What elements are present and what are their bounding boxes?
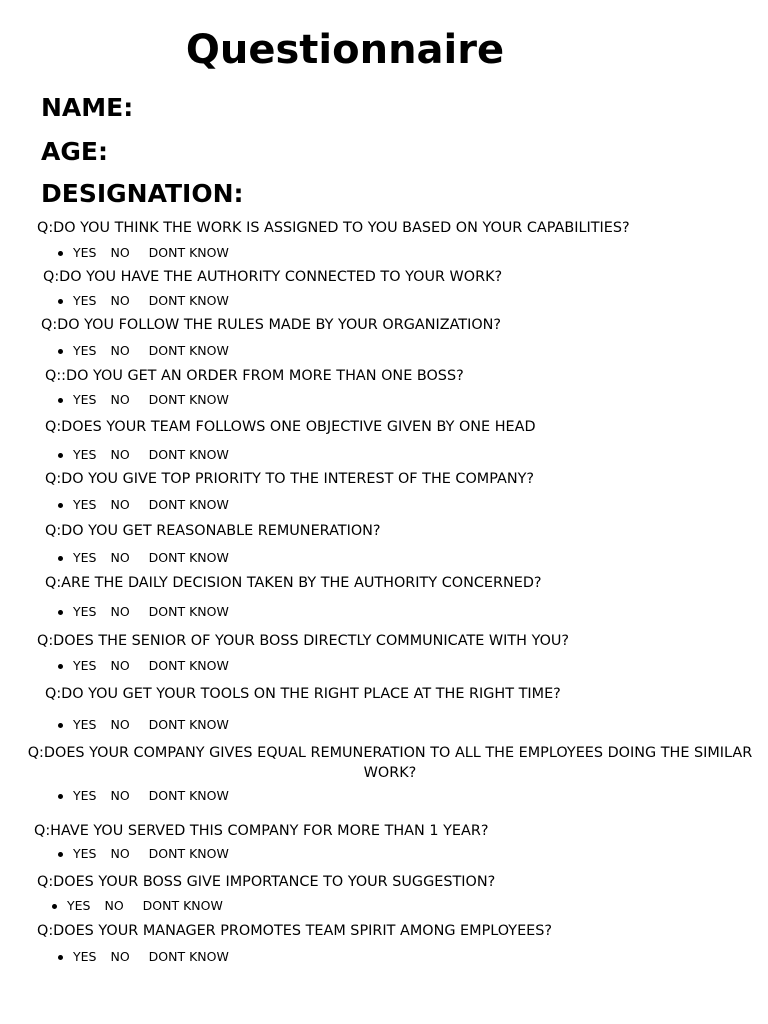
bullet-icon xyxy=(58,503,63,508)
bullet-icon xyxy=(58,610,63,615)
option-yes[interactable]: YES xyxy=(73,949,97,964)
option-yes[interactable]: YES xyxy=(73,245,97,260)
question-text: Q:DO YOU GET REASONABLE REMUNERATION? xyxy=(45,523,381,539)
answer-options xyxy=(58,447,229,463)
option-yes[interactable]: YES xyxy=(73,604,97,619)
answer-options xyxy=(58,293,229,309)
option-no[interactable]: NO xyxy=(104,898,124,913)
option-dont-know[interactable]: DONT KNOW xyxy=(148,846,229,861)
option-no[interactable]: NO xyxy=(110,949,130,964)
bullet-icon xyxy=(58,852,63,857)
bullet-icon xyxy=(58,299,63,304)
option-dont-know[interactable]: DONT KNOW xyxy=(148,658,229,673)
bullet-icon xyxy=(58,453,63,458)
option-dont-know[interactable]: DONT KNOW xyxy=(148,245,229,260)
question-text: Q:DO YOU THINK THE WORK IS ASSIGNED TO YOU BASED ON YOUR CAPABILITIES? xyxy=(37,220,630,236)
option-yes[interactable]: YES xyxy=(73,846,97,861)
question-text: Q:DOES THE SENIOR OF YOUR BOSS DIRECTLY COMMUNICATE WITH YOU? xyxy=(37,633,570,649)
bullet-icon xyxy=(58,556,63,561)
option-no[interactable]: NO xyxy=(110,293,130,308)
option-dont-know[interactable]: DONT KNOW xyxy=(148,604,229,619)
option-dont-know[interactable]: DONT KNOW xyxy=(148,497,229,512)
answer-options xyxy=(58,717,229,733)
option-no[interactable]: NO xyxy=(110,392,130,407)
bullet-icon xyxy=(58,955,63,960)
answer-options xyxy=(58,343,229,359)
question-text: Q:DOES YOUR MANAGER PROMOTES TEAM SPIRIT AMONG EMPLOYEES? xyxy=(37,923,553,939)
page-title: Questionnaire xyxy=(185,27,505,73)
answer-options xyxy=(58,245,229,261)
option-no[interactable]: NO xyxy=(110,245,130,260)
option-no[interactable]: NO xyxy=(110,497,130,512)
bullet-icon xyxy=(58,251,63,256)
option-dont-know[interactable]: DONT KNOW xyxy=(148,392,229,407)
option-yes[interactable]: YES xyxy=(73,392,97,407)
bullet-icon xyxy=(52,904,57,909)
question-text: Q:ARE THE DAILY DECISION TAKEN BY THE AUTHORITY CONCERNED? xyxy=(45,575,542,591)
answer-options xyxy=(58,788,229,804)
question-text: Q:DO YOU HAVE THE AUTHORITY CONNECTED TO YOUR WORK? xyxy=(43,269,503,285)
option-yes[interactable]: YES xyxy=(73,788,97,803)
option-no[interactable]: NO xyxy=(110,550,130,565)
question-text: Q:DOES YOUR TEAM FOLLOWS ONE OBJECTIVE GIVEN BY ONE HEAD xyxy=(45,419,536,435)
question-text: Q:DOES YOUR COMPANY GIVES EQUAL REMUNERATION TO ALL THE EMPLOYEES DOING THE SIMILAR WORK? xyxy=(27,745,753,781)
option-dont-know[interactable]: DONT KNOW xyxy=(148,447,229,462)
answer-options xyxy=(58,550,229,566)
option-yes[interactable]: YES xyxy=(73,658,97,673)
bullet-icon xyxy=(58,664,63,669)
option-no[interactable]: NO xyxy=(110,343,130,358)
option-yes[interactable]: YES xyxy=(73,343,97,358)
answer-options xyxy=(52,898,223,914)
option-dont-know[interactable]: DONT KNOW xyxy=(148,293,229,308)
question-text: Q:DOES YOUR BOSS GIVE IMPORTANCE TO YOUR SUGGESTION? xyxy=(37,874,496,890)
option-no[interactable]: NO xyxy=(110,604,130,619)
option-yes[interactable]: YES xyxy=(67,898,91,913)
answer-options xyxy=(58,658,229,674)
question-text: Q:DO YOU GIVE TOP PRIORITY TO THE INTEREST OF THE COMPANY? xyxy=(45,471,535,487)
question-text: Q::DO YOU GET AN ORDER FROM MORE THAN ONE BOSS? xyxy=(45,368,464,384)
option-yes[interactable]: YES xyxy=(73,550,97,565)
option-dont-know[interactable]: DONT KNOW xyxy=(148,343,229,358)
name-field-label[interactable]: NAME: xyxy=(41,93,134,122)
bullet-icon xyxy=(58,794,63,799)
option-dont-know[interactable]: DONT KNOW xyxy=(148,949,229,964)
option-yes[interactable]: YES xyxy=(73,497,97,512)
answer-options xyxy=(58,846,229,862)
bullet-icon xyxy=(58,349,63,354)
option-dont-know[interactable]: DONT KNOW xyxy=(148,550,229,565)
question-text: Q:DO YOU FOLLOW THE RULES MADE BY YOUR ORGANIZATION? xyxy=(41,317,502,333)
option-dont-know[interactable]: DONT KNOW xyxy=(148,717,229,732)
option-no[interactable]: NO xyxy=(110,788,130,803)
option-dont-know[interactable]: DONT KNOW xyxy=(142,898,223,913)
question-text: Q:HAVE YOU SERVED THIS COMPANY FOR MORE THAN 1 YEAR? xyxy=(34,823,489,839)
answer-options xyxy=(58,497,229,513)
option-no[interactable]: NO xyxy=(110,447,130,462)
option-no[interactable]: NO xyxy=(110,658,130,673)
answer-options xyxy=(58,392,229,408)
option-yes[interactable]: YES xyxy=(73,447,97,462)
option-yes[interactable]: YES xyxy=(73,717,97,732)
question-text: Q:DO YOU GET YOUR TOOLS ON THE RIGHT PLACE AT THE RIGHT TIME? xyxy=(45,686,561,702)
option-no[interactable]: NO xyxy=(110,717,130,732)
option-yes[interactable]: YES xyxy=(73,293,97,308)
answer-options xyxy=(58,604,229,620)
designation-field-label[interactable]: DESIGNATION: xyxy=(41,179,244,208)
age-field-label[interactable]: AGE: xyxy=(41,137,108,166)
option-no[interactable]: NO xyxy=(110,846,130,861)
bullet-icon xyxy=(58,723,63,728)
bullet-icon xyxy=(58,398,63,403)
answer-options xyxy=(58,949,229,965)
option-dont-know[interactable]: DONT KNOW xyxy=(148,788,229,803)
